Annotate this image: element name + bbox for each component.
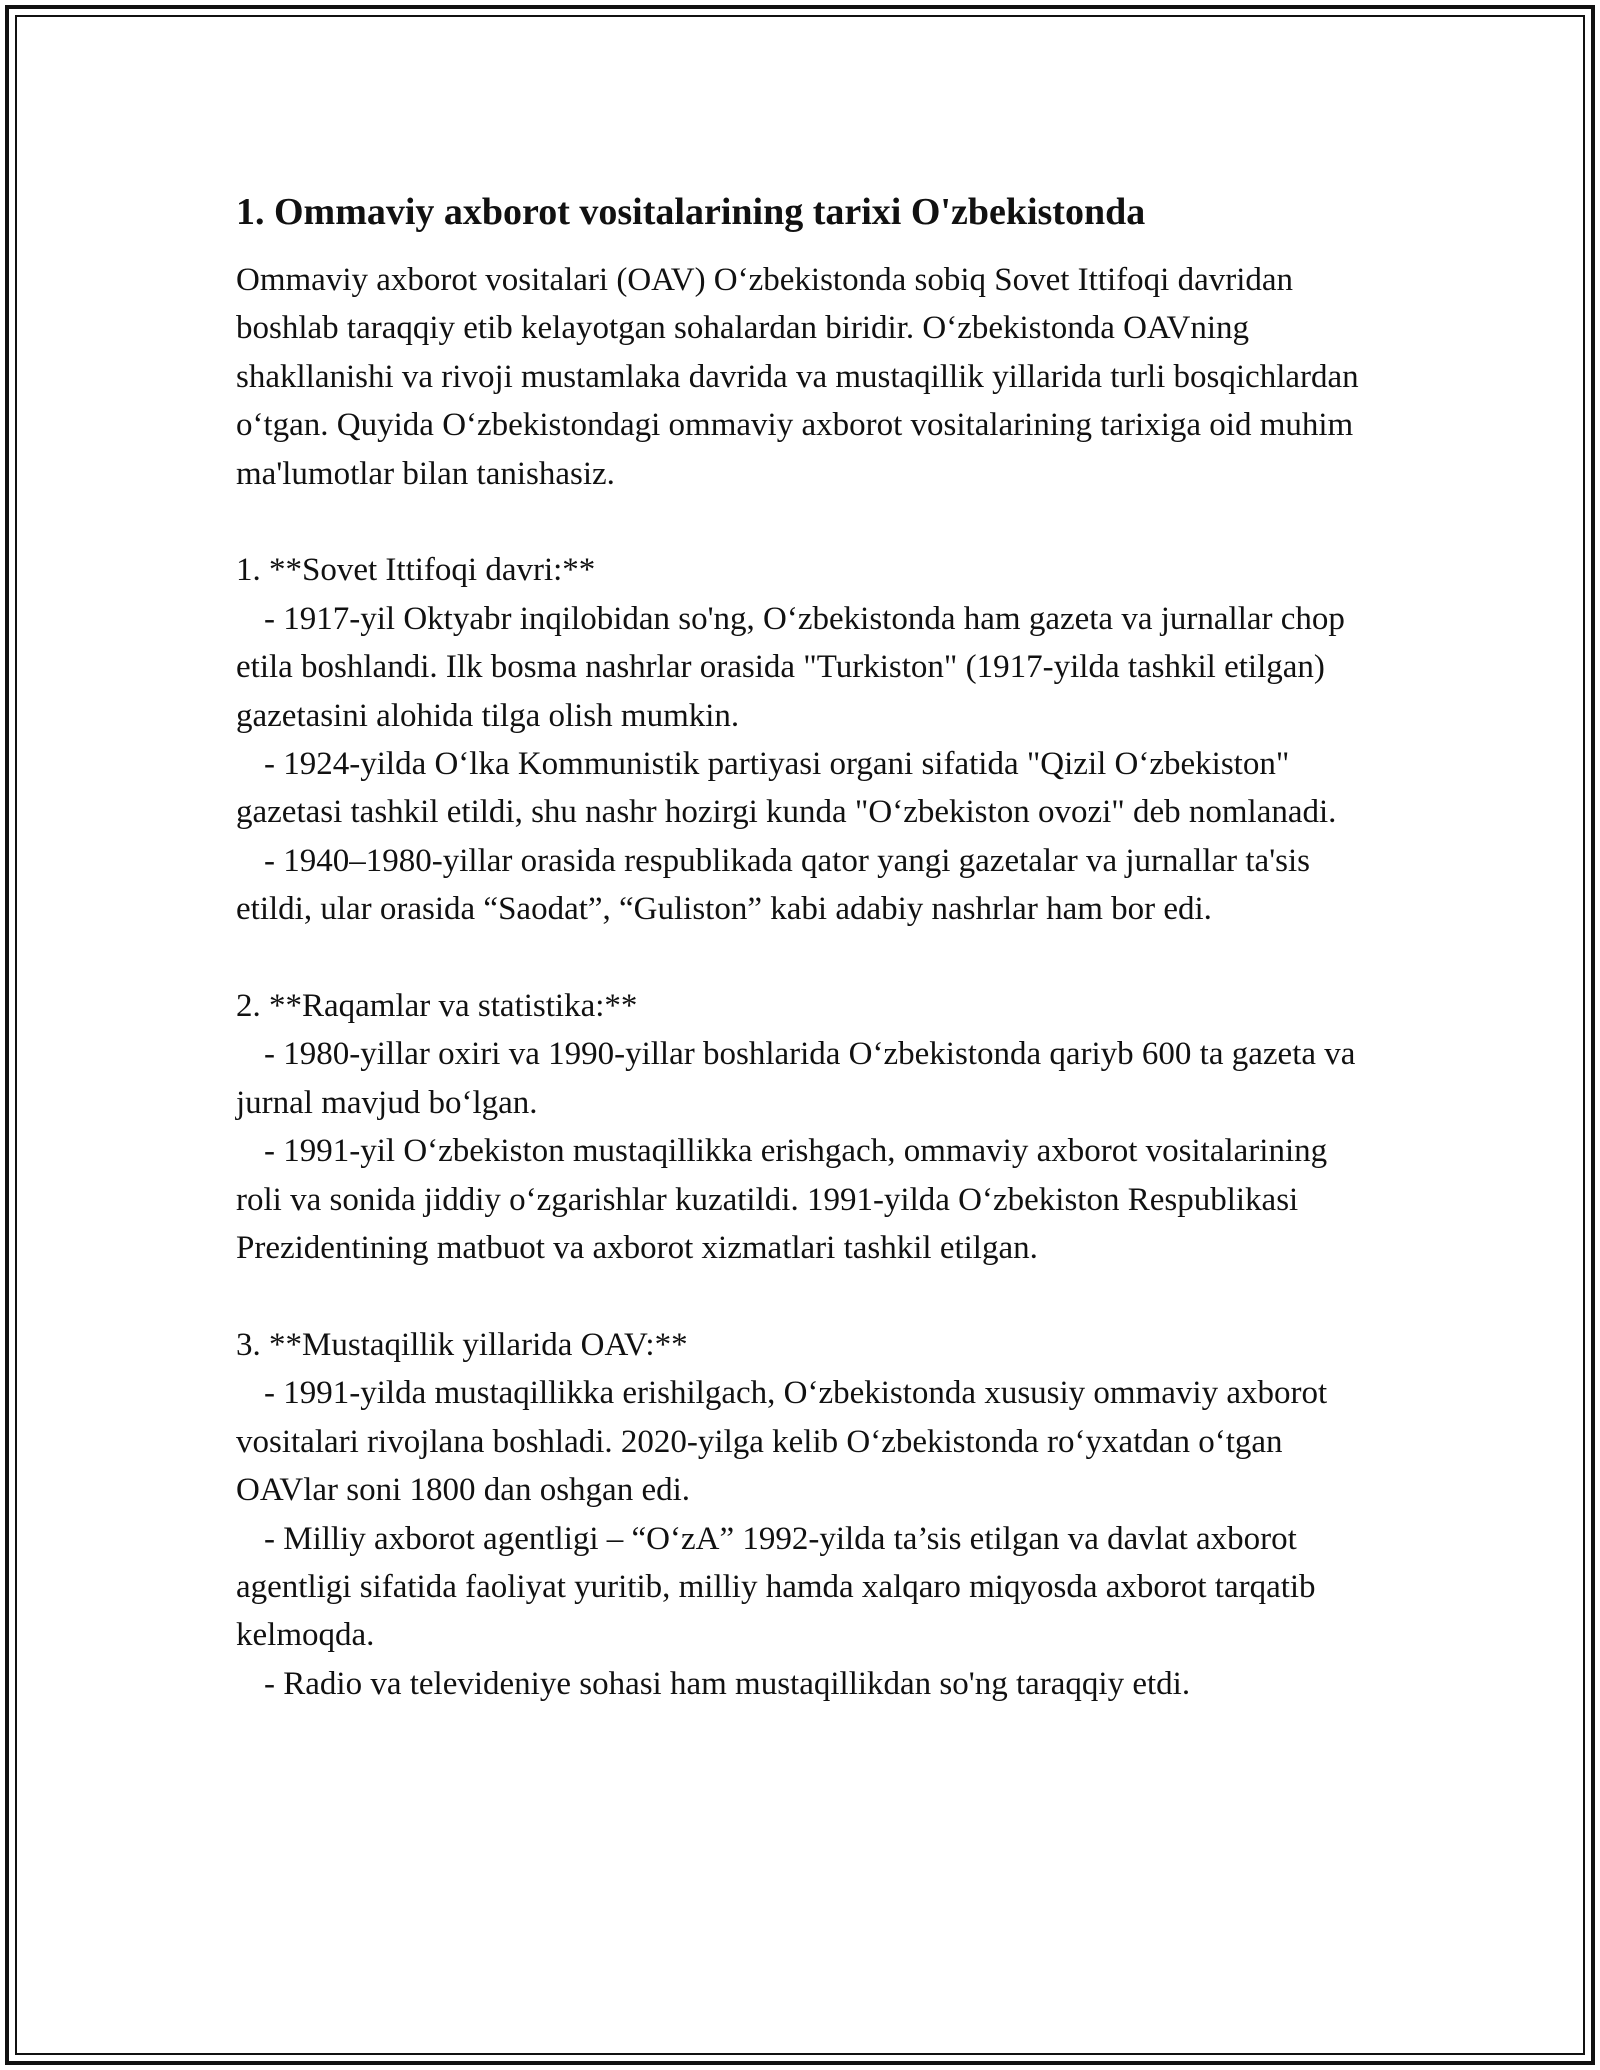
list-item: - Radio va televideniye sohasi ham mustaqillikdan so'ng taraqqiy etdi. [264,1665,1191,1702]
section-soviet-era [236,546,1376,933]
list-item: - 1991-yilda mustaqillikka erishilgach, O‘zbekistonda xususiy ommaviy axborot vositalari rivojlana boshladi. 2020-yilga kelib O‘zbekistonda ro‘yxatdan o‘tgan OAVlar soni 1800 dan oshgan edi. [236,1375,1328,1509]
section-heading: 3. **Mustaqillik yillarida OAV:** [236,1326,688,1363]
list-item: - 1940–1980-yillar orasida respublikada qator yangi gazetalar va jurnallar ta'sis etildi, ular orasida “Saodat”, “Guliston” kabi adabiy nashrlar ham bor edi. [236,842,1310,928]
section-heading: 1. **Sovet Ittifoqi davri:** [236,552,596,589]
intro-paragraph: Ommaviy axborot vositalari (OAV) O‘zbekistonda sobiq Sovet Ittifoqi davridan boshlab taraqqiy etib kelayotgan sohalardan biridir. O‘zbekistonda OAVning shakllanishi va rivoji mustamlaka davrida va mustaqillik yillarida turli bosqichlardan o‘tgan. Quyida O‘zbekistondagi ommaviy axborot vositalarining tarixiga oid muhim ma'lumotlar bilan tanishasiz. [236,262,1359,492]
list-item: - 1924-yilda O‘lka Kommunistik partiyasi organi sifatida "Qizil O‘zbekiston" gazetasi tashkil etildi, shu nashr hozirgi kunda "O‘zbekiston ovozi" deb nomlanadi. [236,746,1337,831]
list-item: - Milliy axborot agentligi – “O‘zA” 1992-yilda ta’sis etilgan va davlat axborot agentligi sifatida faoliyat yuritib, milliy hamda xalqaro miqyosda axborot tarqatib kelmoqda. [236,1520,1316,1654]
list-item: - 1980-yillar oxiri va 1990-yillar boshlarida O‘zbekistonda qariyb 600 ta gazeta va jurnal mavjud bo‘lgan. [236,1036,1356,1121]
section-heading: 2. **Raqamlar va statistika:** [236,988,638,1025]
list-item: - 1917-yil Oktyabr inqilobidan so'ng, O‘zbekistonda ham gazeta va jurnallar chop etila boshlandi. Ilk bosma nashrlar orasida "Turkiston" (1917-yilda tashkil etilgan) gazetasini alohida tilga olish mumkin. [236,600,1345,734]
section-statistics [236,982,1376,1272]
paragraph-gap [236,934,1376,982]
document-page [236,186,1376,1708]
document-body [236,256,1376,1708]
document-title: 1. Ommaviy axborot vositalarining tarixi O'zbekistonda [236,191,1146,233]
list-item: - 1991-yil O‘zbekiston mustaqillikka erishgach, ommaviy axborot vositalarining roli va sonida jiddiy o‘zgarishlar kuzatildi. 1991-yilda O‘zbekiston Respublikasi Prezidentining matbuot va axborot xizmatlari tashkil etilgan. [236,1133,1328,1267]
paragraph-gap [236,1273,1376,1321]
paragraph-gap [236,498,1376,546]
section-independence [236,1321,1376,1708]
